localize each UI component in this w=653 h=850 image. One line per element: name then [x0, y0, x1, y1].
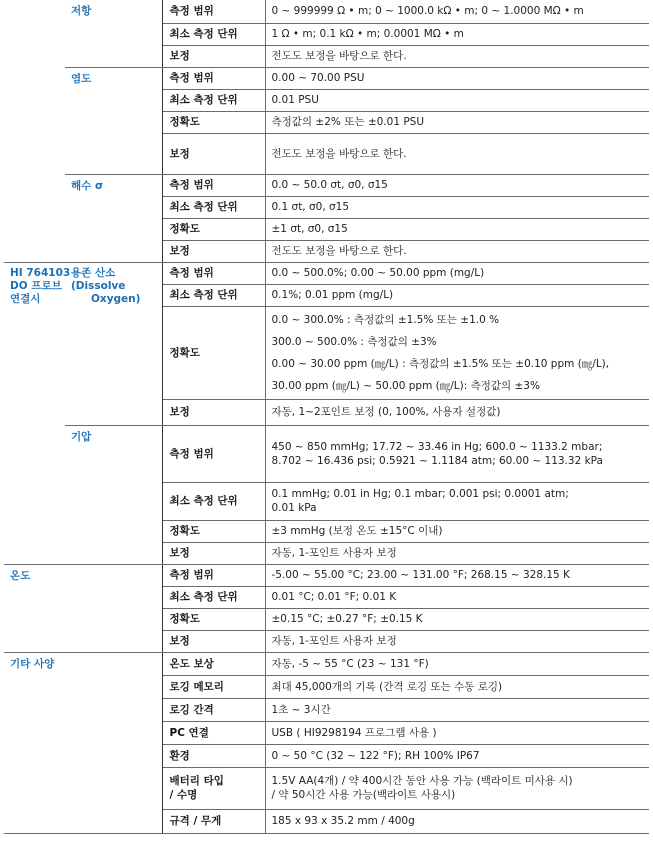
group-label: 기타 사양 — [10, 657, 55, 670]
row-value: 0 ~ 999999 Ω • m; 0 ~ 1000.0 kΩ • m; 0 ~ 1.0000 MΩ • m — [265, 0, 649, 23]
row-value: ±0.15 °C; ±0.27 °F; ±0.15 K — [265, 608, 649, 630]
row-value: 측정값의 ±2% 또는 ±0.01 PSU — [265, 111, 649, 133]
row-value: 1초 ~ 3시간 — [265, 698, 649, 721]
row-value: ±1 σt, σ0, σ15 — [265, 218, 649, 240]
row-value: USB ( HI9298194 프로그램 사용 ) — [265, 721, 649, 744]
row-label: 측정 범위 — [162, 262, 265, 284]
table-row — [4, 425, 649, 482]
row-value: 자동, 1-포인트 사용자 보정 — [265, 630, 649, 652]
row-label: 측정 범위 — [162, 564, 265, 586]
row-label: 규격 / 무게 — [162, 809, 265, 833]
group-label-line1: 용존 산소 — [71, 266, 116, 279]
group1-conductivity-cell — [4, 0, 65, 262]
group-label: 저항 — [71, 5, 92, 17]
row-label: 측정 범위 — [162, 67, 265, 89]
group-temperature — [4, 564, 162, 652]
value-line: / 약 50시간 사용 가능(백라이트 사용시) — [271, 789, 456, 801]
group1-do-probe — [4, 262, 71, 564]
row-value: 0.1 σt, σ0, σ15 — [265, 196, 649, 218]
row-label: 보정 — [162, 45, 265, 67]
row-label: 최소 측정 단위 — [162, 89, 265, 111]
value-line: 0.0 ~ 300.0% : 측정값의 ±1.5% 또는 ±1.0 % — [271, 313, 500, 326]
row-label: 로깅 간격 — [162, 698, 265, 721]
group-label: 염도 — [71, 72, 92, 85]
group-salinity — [65, 67, 162, 174]
probe-label-line3: 연결시 — [10, 292, 41, 305]
row-value — [265, 306, 649, 399]
row-value: 0.01 PSU — [265, 89, 649, 111]
probe-label-line1: HI 764103 — [10, 266, 71, 279]
row-label — [162, 767, 265, 809]
row-value: 자동, 1-포인트 사용자 보정 — [265, 542, 649, 564]
row-value: 전도도 보정을 바탕으로 한다. — [265, 45, 649, 67]
row-value: 1 Ω • m; 0.1 kΩ • m; 0.0001 MΩ • m — [265, 23, 649, 45]
row-label: 보정 — [162, 542, 265, 564]
row-value: -5.00 ~ 55.00 °C; 23.00 ~ 131.00 °F; 268.15 ~ 328.15 K — [265, 564, 649, 586]
row-label: 최소 측정 단위 — [162, 23, 265, 45]
row-value: 0.1%; 0.01 ppm (mg/L) — [265, 284, 649, 306]
label-line: / 수명 — [169, 789, 198, 801]
row-label: 정확도 — [162, 608, 265, 630]
value-line: 0.1 mmHg; 0.01 in Hg; 0.1 mbar; 0.001 psi; 0.0001 atm; — [271, 488, 569, 500]
row-label: 정확도 — [162, 306, 265, 399]
row-value: 0 ~ 50 °C (32 ~ 122 °F); RH 100% IP67 — [265, 744, 649, 767]
row-value — [265, 767, 649, 809]
row-label: 로깅 메모리 — [162, 675, 265, 698]
group-label: 기압 — [71, 430, 92, 443]
group-barometric-pressure — [65, 425, 162, 564]
group-other-specs — [4, 652, 162, 833]
row-label: 정확도 — [162, 520, 265, 542]
row-value: 0.0 ~ 50.0 σt, σ0, σ15 — [265, 174, 649, 196]
table-row — [4, 0, 649, 23]
row-label: 온도 보상 — [162, 652, 265, 675]
value-line: 450 ~ 850 mmHg; 17.72 ~ 33.46 in Hg; 600.0 ~ 1133.2 mbar; — [271, 440, 603, 453]
group-label: 온도 — [10, 569, 31, 582]
row-label: 최소 측정 단위 — [162, 284, 265, 306]
table-row — [4, 67, 649, 89]
specifications-table — [4, 0, 649, 834]
row-label: PC 연결 — [162, 721, 265, 744]
group-label-line3: Oxygen) — [91, 292, 141, 305]
value-line: 30.00 ppm (㎎/L) ~ 50.00 ppm (㎎/L): 측정값의 ±3% — [271, 379, 540, 392]
row-value: ±3 mmHg (보정 온도 ±15°C 이내) — [265, 520, 649, 542]
row-value — [265, 482, 649, 520]
row-label: 정확도 — [162, 111, 265, 133]
row-label: 보정 — [162, 133, 265, 174]
row-label: 환경 — [162, 744, 265, 767]
group-seawater-sigma — [65, 174, 162, 262]
row-label: 정확도 — [162, 218, 265, 240]
row-label: 측정 범위 — [162, 0, 265, 23]
row-label: 측정 범위 — [162, 425, 265, 482]
group-label: 해수 σ — [71, 179, 104, 192]
group-label-line2: (Dissolve — [71, 279, 126, 292]
group-resistivity — [65, 0, 162, 67]
label-line: 배터리 타입 — [169, 775, 224, 787]
row-value: 0.01 °C; 0.01 °F; 0.01 K — [265, 586, 649, 608]
row-value: 자동, -5 ~ 55 °C (23 ~ 131 °F) — [265, 652, 649, 675]
row-value: 0.0 ~ 500.0%; 0.00 ~ 50.00 ppm (mg/L) — [265, 262, 649, 284]
row-label: 최소 측정 단위 — [162, 482, 265, 520]
table-row — [4, 174, 649, 196]
row-value: 자동, 1~2포인트 보정 (0, 100%, 사용자 설정값) — [265, 399, 649, 425]
row-label: 최소 측정 단위 — [162, 196, 265, 218]
row-value: 전도도 보정을 바탕으로 한다. — [265, 240, 649, 262]
row-label: 보정 — [162, 630, 265, 652]
value-line: 0.01 kPa — [271, 502, 317, 514]
row-label: 최소 측정 단위 — [162, 586, 265, 608]
table-row — [4, 564, 649, 586]
value-line: 0.00 ~ 30.00 ppm (㎎/L) : 측정값의 ±1.5% 또는 ±0.10 ppm (㎎/L), — [271, 357, 610, 370]
row-label: 측정 범위 — [162, 174, 265, 196]
probe-label-line2: DO 프로브 — [10, 279, 62, 292]
row-value: 전도도 보정을 바탕으로 한다. — [265, 133, 649, 174]
row-value: 0.00 ~ 70.00 PSU — [265, 67, 649, 89]
table-row — [4, 652, 649, 675]
group-dissolved-oxygen — [65, 262, 162, 425]
value-line: 8.702 ~ 16.436 psi; 0.5921 ~ 1.1184 atm; 60.00 ~ 113.32 kPa — [271, 454, 603, 467]
row-label: 보정 — [162, 240, 265, 262]
row-label: 보정 — [162, 399, 265, 425]
value-line: 1.5V AA(4개) / 약 400시간 동안 사용 가능 (백라이트 미사용 시) — [271, 775, 573, 787]
row-value — [265, 425, 649, 482]
table-row — [4, 262, 649, 284]
row-value: 185 x 93 x 35.2 mm / 400g — [265, 809, 649, 833]
row-value: 최대 45,000개의 기록 (간격 로깅 또는 수동 로깅) — [265, 675, 649, 698]
value-line: 300.0 ~ 500.0% : 측정값의 ±3% — [271, 335, 437, 348]
